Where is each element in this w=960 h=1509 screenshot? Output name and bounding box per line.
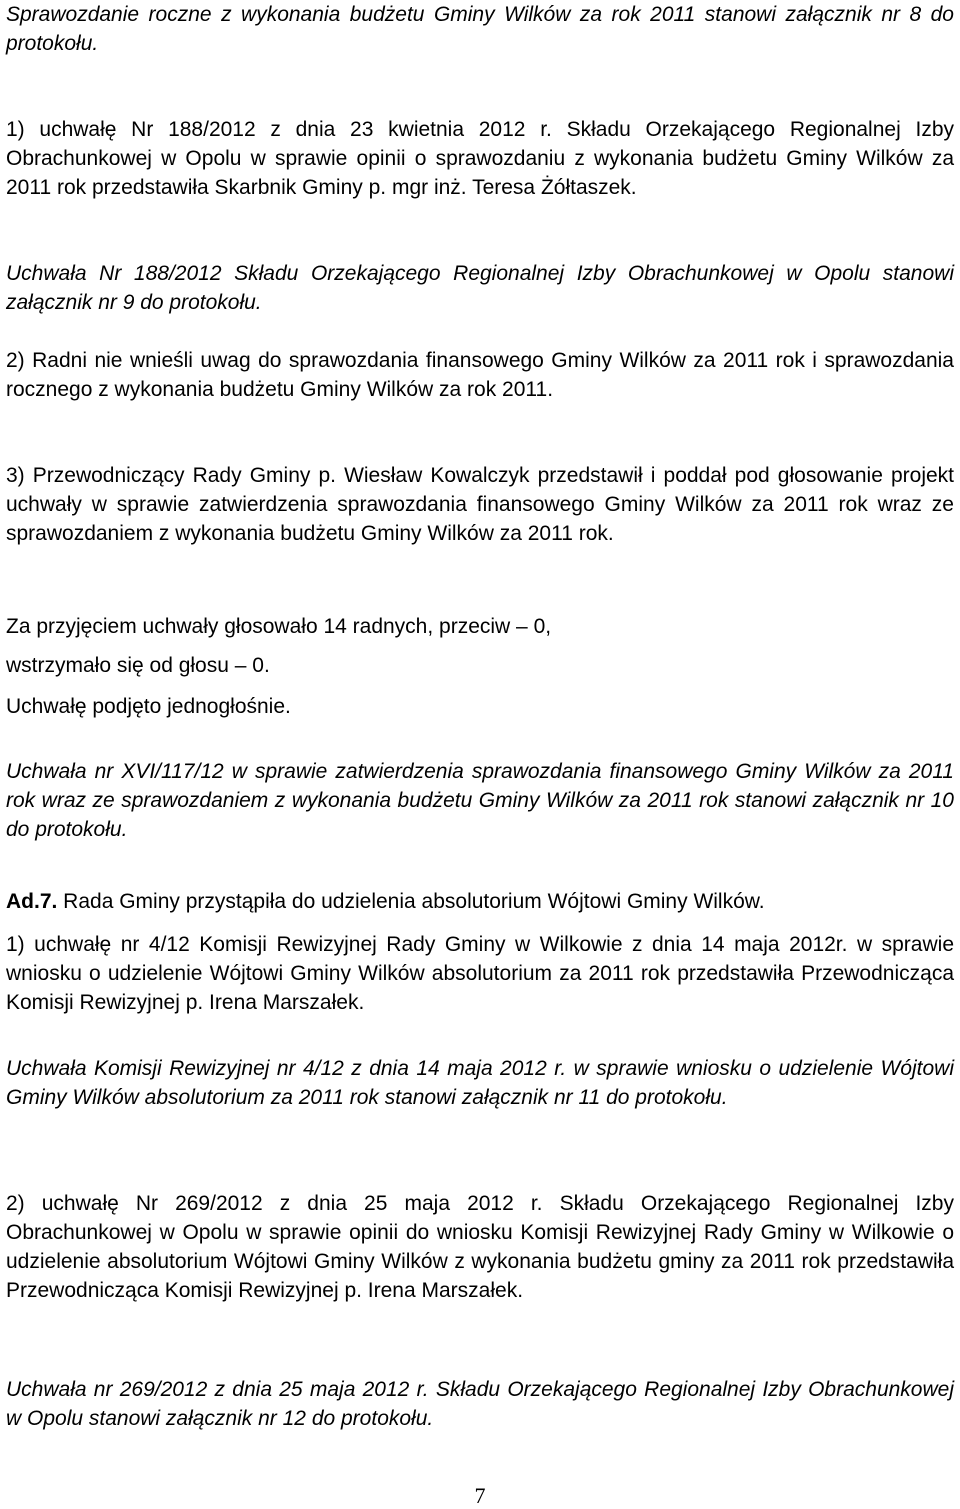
paragraph-resolution-188: 1) uchwałę Nr 188/2012 z dnia 23 kwietnia 2012 r. Składu Orzekającego Regionalnej Izby Obrachunkowej w Opolu w sprawie opinii o sprawozdaniu z wykonania budżetu Gminy Wilków za 2011 rok przedstawiła Skarbnik Gminy p. mgr inż. Teresa Żółtaszek. [6, 118, 954, 199]
paragraph-annex-8: Sprawozdanie roczne z wykonania budżetu Gminy Wilków za rok 2011 stanowi załącznik nr 8 do protokołu. [6, 3, 954, 55]
paragraph-unanimous: Uchwałę podjęto jednogłośnie. [6, 695, 291, 718]
paragraph-vote-for: Za przyjęciem uchwały głosowało 14 radnych, przeciw – 0, [6, 615, 552, 638]
paragraph-ad-7 [6, 887, 954, 916]
paragraph-vote-proposal: 3) Przewodniczący Rady Gminy p. Wiesław Kowalczyk przedstawił i poddał pod głosowanie projekt uchwały w sprawie zatwierdzenia sprawozdania finansowego Gminy Wilków za 2011 rok wraz ze sprawozdaniem z wykonania budżetu Gminy Wilków za 2011 rok. [6, 464, 954, 545]
paragraph-vote-abstain: wstrzymało się od głosu – 0. [6, 654, 270, 677]
paragraph-resolution-4-12: 1) uchwałę nr 4/12 Komisji Rewizyjnej Rady Gminy w Wilkowie z dnia 14 maja 2012r. w sprawie wniosku o udzielenie Wójtowi Gminy Wilków absolutorium za 2011 rok przedstawiła Przewodnicząca Komisji Rewizyjnej p. Irena Marszałek. [6, 933, 954, 1014]
paragraph-resolution-269: 2) uchwałę Nr 269/2012 z dnia 25 maja 2012 r. Składu Orzekającego Regionalnej Izby Obrachunkowej w Opolu w sprawie opinii do wniosku Komisji Rewizyjnej Rady Gminy w Wilkowie o udzielenie absolutorium Wójtowi Gminy Wilków z wykonania budżetu gminy za 2011 rok przedstawiła Przewodnicząca Komisji Rewizyjnej p. Irena Marszałek. [6, 1192, 954, 1302]
paragraph-annex-11: Uchwała Komisji Rewizyjnej nr 4/12 z dnia 14 maja 2012 r. w sprawie wniosku o udzielenie Wójtowi Gminy Wilków absolutorium za 2011 rok stanowi załącznik nr 11 do protokołu. [6, 1057, 954, 1109]
paragraph-annex-12: Uchwała nr 269/2012 z dnia 25 maja 2012 r. Składu Orzekającego Regionalnej Izby Obrachunkowej w Opolu stanowi załącznik nr 12 do protokołu. [6, 1378, 954, 1430]
paragraph-no-remarks: 2) Radni nie wnieśli uwag do sprawozdania finansowego Gminy Wilków za 2011 rok i sprawozdania rocznego z wykonania budżetu Gminy Wilków za rok 2011. [6, 349, 954, 401]
section-label: Ad.7. [6, 890, 58, 913]
paragraph-annex-9: Uchwała Nr 188/2012 Składu Orzekającego Regionalnej Izby Obrachunkowej w Opolu stanowi załącznik nr 9 do protokołu. [6, 262, 954, 314]
section-text: Rada Gminy przystąpiła do udzielenia absolutorium Wójtowi Gminy Wilków. [57, 890, 765, 913]
paragraph-annex-10: Uchwała nr XVI/117/12 w sprawie zatwierdzenia sprawozdania finansowego Gminy Wilków za 2011 rok wraz ze sprawozdaniem z wykonania budżetu Gminy Wilków za 2011 rok stanowi załącznik nr 10 do protokołu. [6, 760, 954, 841]
page-number: 7 [474, 1483, 486, 1508]
